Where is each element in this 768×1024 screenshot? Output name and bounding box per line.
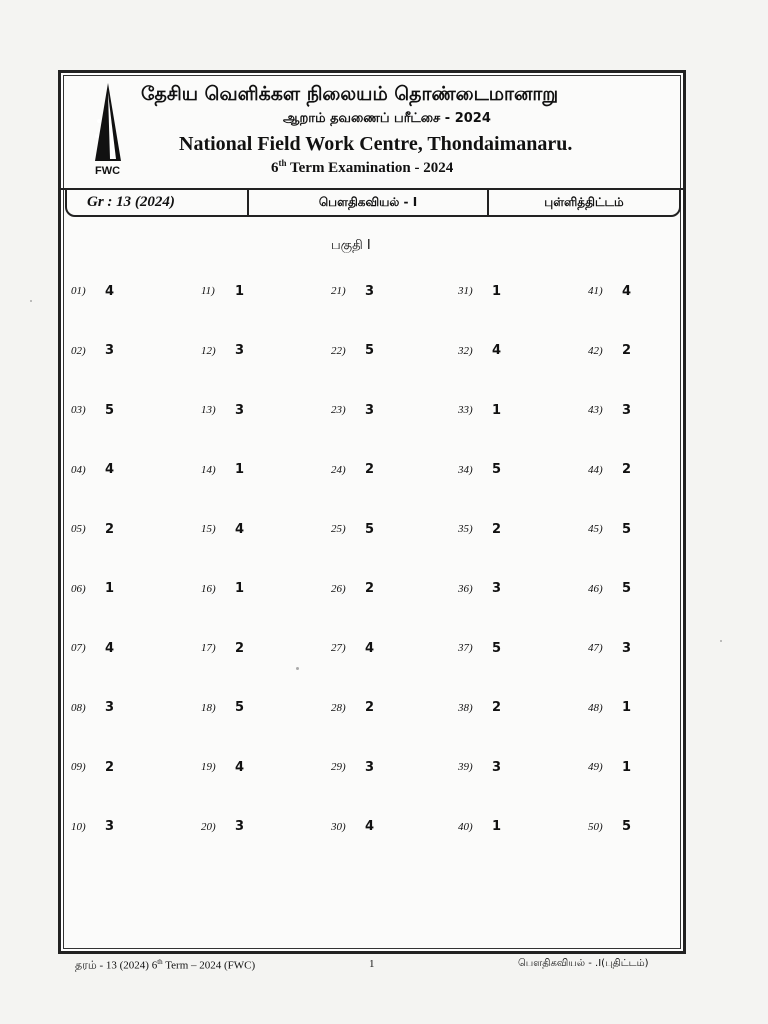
scan-speck — [30, 300, 32, 302]
answer-value: 5 — [492, 640, 502, 656]
question-number: 46) — [588, 582, 603, 595]
answer-item — [331, 815, 431, 839]
answer-item — [458, 636, 558, 660]
question-number: 18) — [201, 701, 216, 714]
answer-value: 4 — [492, 343, 502, 358]
answer-item — [201, 755, 301, 779]
answer-value: 2 — [492, 700, 502, 715]
answer-value: 3 — [235, 819, 245, 834]
question-number: 21) — [331, 285, 346, 297]
question-number: 29) — [331, 761, 346, 773]
answer-item — [71, 636, 171, 660]
answer-value: 1 — [235, 581, 245, 596]
answer-item — [71, 279, 171, 303]
footer-left — [75, 958, 255, 974]
title-tamil: தேசிய வெளிக்கள நிலையம் தொண்டைமானாறு — [141, 83, 559, 105]
question-number: 03) — [71, 404, 86, 416]
answer-item — [331, 279, 431, 303]
answer-item — [201, 577, 301, 601]
answer-value: 3 — [105, 700, 115, 715]
answer-value: 4 — [365, 819, 375, 834]
question-number: 43) — [588, 404, 603, 416]
question-number: 09) — [71, 761, 86, 773]
answer-value: 5 — [622, 819, 632, 834]
answer-value: 4 — [235, 521, 245, 537]
answer-value: 1 — [492, 402, 502, 418]
answer-item — [331, 636, 431, 660]
question-number: 41) — [588, 285, 603, 297]
answer-value: 1 — [622, 759, 632, 775]
answer-value: 5 — [622, 521, 632, 537]
answer-item — [71, 458, 171, 482]
exam-ordinal: 6 — [271, 160, 279, 176]
answer-value: 5 — [105, 402, 115, 418]
answer-item — [201, 458, 301, 482]
answer-value: 2 — [492, 521, 502, 537]
answer-item — [331, 458, 431, 482]
question-number: 20) — [201, 820, 216, 833]
question-number: 42) — [588, 344, 603, 357]
answer-item — [71, 755, 171, 779]
answer-value: 4 — [365, 640, 375, 656]
answer-value: 3 — [105, 343, 115, 358]
answer-value: 4 — [105, 640, 115, 656]
answer-value: 3 — [235, 343, 245, 358]
answer-value: 3 — [235, 402, 245, 418]
answer-value: 2 — [365, 462, 375, 477]
answer-item — [71, 398, 171, 422]
answer-item — [458, 696, 558, 720]
question-number: 30) — [331, 820, 346, 833]
answer-value: 5 — [622, 581, 632, 596]
question-number: 35) — [458, 523, 473, 535]
answer-item — [588, 636, 688, 660]
answer-item — [588, 755, 688, 779]
scan-speck — [296, 667, 299, 670]
answer-item — [588, 517, 688, 541]
answer-value: 3 — [492, 581, 502, 596]
question-number: 07) — [71, 642, 86, 654]
logo-text: FWC — [95, 165, 121, 177]
answer-item — [458, 398, 558, 422]
answer-item — [331, 696, 431, 720]
answer-item — [458, 517, 558, 541]
answer-value: 2 — [622, 343, 632, 358]
answer-item — [458, 458, 558, 482]
answer-value: 1 — [235, 462, 245, 477]
answer-item — [458, 755, 558, 779]
question-number: 33) — [458, 404, 473, 416]
question-number: 15) — [201, 523, 216, 535]
question-number: 10) — [71, 820, 86, 833]
question-number: 11) — [201, 285, 215, 297]
answer-item — [458, 577, 558, 601]
subject-label: பௌதிகவியல் - I — [249, 190, 489, 215]
answer-value: 4 — [105, 462, 115, 477]
answer-item — [588, 815, 688, 839]
question-number: 04) — [71, 463, 86, 476]
answer-item — [331, 517, 431, 541]
footer-right: பௌதிகவியல் - .I(புதிட்டம்) — [518, 958, 649, 969]
answer-item — [458, 815, 558, 839]
answer-value: 5 — [365, 521, 375, 537]
question-number: 14) — [201, 463, 216, 476]
question-number: 38) — [458, 701, 473, 714]
answer-item — [71, 339, 171, 363]
exam-suffix: th — [278, 158, 287, 168]
question-number: 31) — [458, 285, 473, 297]
question-number: 28) — [331, 701, 346, 714]
footer-left-suffix: th — [157, 958, 163, 966]
answer-item — [588, 458, 688, 482]
question-number: 45) — [588, 523, 603, 535]
section-title: பகுதி I — [331, 238, 371, 253]
question-number: 22) — [331, 344, 346, 357]
question-number: 36) — [458, 582, 473, 595]
answer-item — [588, 696, 688, 720]
answer-value: 3 — [365, 759, 375, 775]
question-number: 47) — [588, 642, 603, 654]
answer-value: 2 — [105, 521, 115, 537]
answer-item — [71, 517, 171, 541]
answer-value: 3 — [492, 759, 502, 775]
answer-item — [201, 696, 301, 720]
footer-left-prefix: தரம் - 13 (2024) 6 — [75, 959, 158, 972]
question-number: 05) — [71, 523, 86, 535]
answer-value: 2 — [365, 700, 375, 715]
question-number: 49) — [588, 761, 603, 773]
answer-value: 3 — [365, 283, 375, 299]
answer-item — [588, 398, 688, 422]
answer-value: 3 — [365, 402, 375, 418]
info-bar — [65, 188, 681, 217]
exam-rest: Term Examination - 2024 — [286, 160, 454, 176]
answer-value: 1 — [235, 283, 245, 299]
answer-item — [588, 339, 688, 363]
title-english: National Field Work Centre, Thondaimanaru. — [179, 133, 573, 155]
question-number: 23) — [331, 404, 346, 416]
answer-value: 1 — [622, 700, 632, 715]
answer-value: 2 — [235, 640, 245, 656]
question-number: 32) — [458, 344, 473, 357]
question-number: 25) — [331, 523, 346, 535]
question-number: 17) — [201, 642, 216, 654]
question-number: 50) — [588, 820, 603, 833]
question-number: 34) — [458, 463, 473, 476]
answer-value: 3 — [622, 402, 632, 418]
question-number: 16) — [201, 582, 216, 595]
answer-item — [201, 398, 301, 422]
answer-item — [201, 815, 301, 839]
answer-value: 4 — [235, 759, 245, 775]
question-number: 02) — [71, 344, 86, 357]
grade-label: Gr : 13 (2024) — [67, 190, 249, 215]
answer-item — [331, 398, 431, 422]
answer-item — [331, 339, 431, 363]
question-number: 08) — [71, 701, 86, 714]
page-number: 1 — [369, 958, 375, 970]
answer-item — [331, 577, 431, 601]
answer-value: 2 — [105, 759, 115, 775]
question-number: 19) — [201, 761, 216, 773]
question-number: 39) — [458, 761, 473, 773]
answer-value: 3 — [622, 640, 632, 656]
answer-value: 1 — [492, 819, 502, 834]
question-number: 40) — [458, 820, 473, 833]
answer-value: 4 — [622, 283, 632, 299]
question-number: 37) — [458, 642, 473, 654]
subtitle-tamil: ஆறாம் தவணைப் பரீட்சை - 2024 — [283, 111, 491, 126]
question-number: 44) — [588, 463, 603, 476]
answer-item — [71, 815, 171, 839]
answer-item — [201, 517, 301, 541]
answer-item — [458, 279, 558, 303]
answer-item — [588, 577, 688, 601]
answer-sheet-frame — [58, 70, 686, 954]
answer-value: 2 — [365, 581, 375, 596]
header — [61, 73, 683, 190]
answer-value: 5 — [492, 462, 502, 477]
answer-value: 1 — [105, 581, 115, 596]
answer-value: 2 — [622, 462, 632, 477]
question-number: 27) — [331, 642, 346, 654]
answer-item — [201, 279, 301, 303]
answer-item — [71, 696, 171, 720]
question-number: 12) — [201, 344, 216, 357]
question-number: 48) — [588, 701, 603, 714]
scan-speck — [720, 640, 722, 642]
answer-item — [201, 339, 301, 363]
answer-item — [201, 636, 301, 660]
answer-value: 5 — [235, 700, 245, 715]
question-number: 26) — [331, 582, 346, 595]
exam-title — [271, 158, 453, 177]
answer-value: 1 — [492, 283, 502, 299]
answer-value: 5 — [365, 343, 375, 358]
scheme-label: புள்ளித்திட்டம் — [544, 194, 624, 209]
question-number: 13) — [201, 404, 216, 416]
answer-item — [331, 755, 431, 779]
footer-left-rest: Term – 2024 (FWC) — [162, 959, 256, 972]
answer-item — [588, 279, 688, 303]
answer-value: 3 — [105, 819, 115, 834]
answer-value: 4 — [105, 283, 115, 299]
question-number: 24) — [331, 463, 346, 476]
answer-item — [458, 339, 558, 363]
question-number: 01) — [71, 285, 86, 297]
question-number: 06) — [71, 582, 86, 595]
answer-item — [71, 577, 171, 601]
